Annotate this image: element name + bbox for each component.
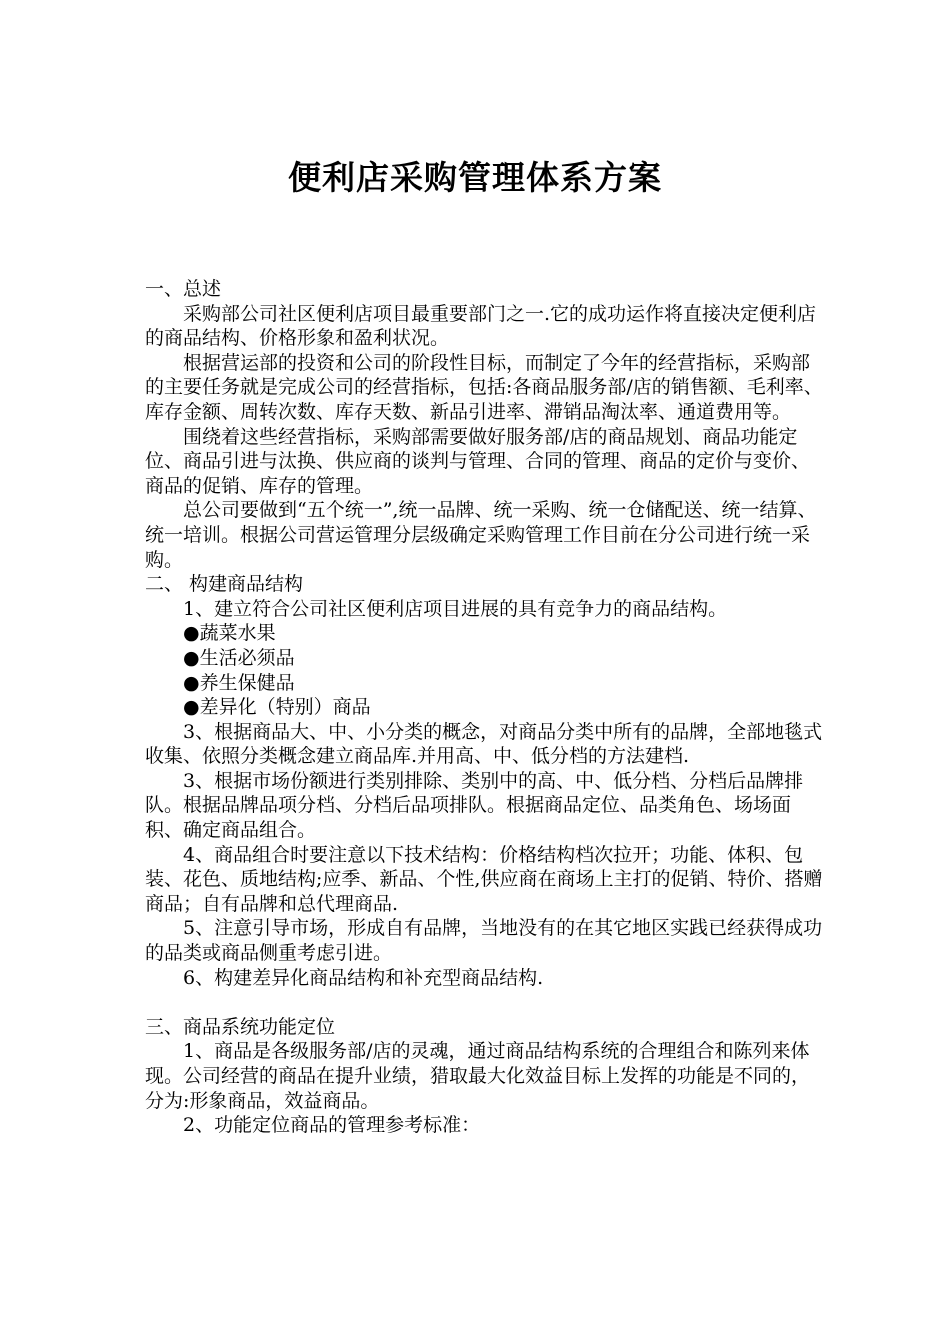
document-body <box>145 277 825 1138</box>
paragraph: 2、功能定位商品的管理参考标准： <box>183 1114 481 1137</box>
paragraph: 3、根据商品大、中、小分类的概念，对商品分类中所有的品牌，全部地毯式收集、依照分类概念建立商品库.并用高、中、低分档的方法建档. <box>145 720 823 768</box>
paragraph: 围绕着这些经营指标，采购部需要做好服务部/店的商品规划、商品功能定位、商品引进与汰换、供应商的谈判与管理、合同的管理、商品的定价与变价、商品的促销、库存的管理。 <box>145 425 811 497</box>
paragraph: 5、注意引导市场，形成自有品牌，当地没有的在其它地区实践已经获得成功的品类或商品侧重考虑引进。 <box>145 917 823 965</box>
paragraph: 4、商品组合时要注意以下技术结构：价格结构档次拉开；功能、体积、包装、花色、质地结构;应季、新品、个性,供应商在商场上主打的促销、特价、搭赠商品；自有品牌和总代理商品. <box>145 843 823 915</box>
document-title: 便利店采购管理体系方案 <box>288 158 662 197</box>
section-heading-1: 一、总述 <box>145 278 222 300</box>
paragraph: 采购部公司社区便利店项目最重要部门之一.它的成功运作将直接决定便利店的商品结构、价格形象和盈利状况。 <box>145 302 817 350</box>
section-heading-2: 二、 构建商品结构 <box>145 573 304 596</box>
paragraph: 根据营运部的投资和公司的阶段性目标，而制定了今年的经营指标，采购部的主要任务就是完成公司的经营指标，包括:各商品服务部/店的销售额、毛利率、库存金额、周转次数、库存天数、新品引进率、滞销品淘汰率、通道费用等。 <box>145 351 823 423</box>
bullet-item: ●养生保健品 <box>183 671 295 694</box>
paragraph: 3、根据市场份额进行类别排除、类别中的高、中、低分档、分档后品牌排队。根据品牌品项分档、分档后品项排队。根据商品定位、品类角色、场场面积、确定商品组合。 <box>145 769 804 842</box>
paragraph: 1、商品是各级服务部/店的灵魂，通过商品结构系统的合理组合和陈列来体现。公司经营的商品在提升业绩，猎取最大化效益目标上发挥的功能是不同的，分为:形象商品，效益商品。 <box>145 1040 811 1112</box>
paragraph: 6、构建差异化商品结构和补充型商品结构. <box>183 966 544 989</box>
bullet-item: ●蔬菜水果 <box>183 622 276 645</box>
section-heading-3: 三、商品系统功能定位 <box>145 1015 336 1038</box>
paragraph: 1、建立符合公司社区便利店项目进展的具有竞争力的商品结构。 <box>183 597 728 620</box>
bullet-item: ●差异化（特别）商品 <box>183 696 371 719</box>
blank-line <box>145 990 825 1015</box>
bullet-item: ●生活必须品 <box>183 646 295 669</box>
paragraph: 总公司要做到“五个统一”,统一品牌、统一采购、统一仓储配送、统一结算、统一培训。根据公司营运管理分层级确定采购管理工作目前在分公司进行统一采购。 <box>145 499 817 571</box>
